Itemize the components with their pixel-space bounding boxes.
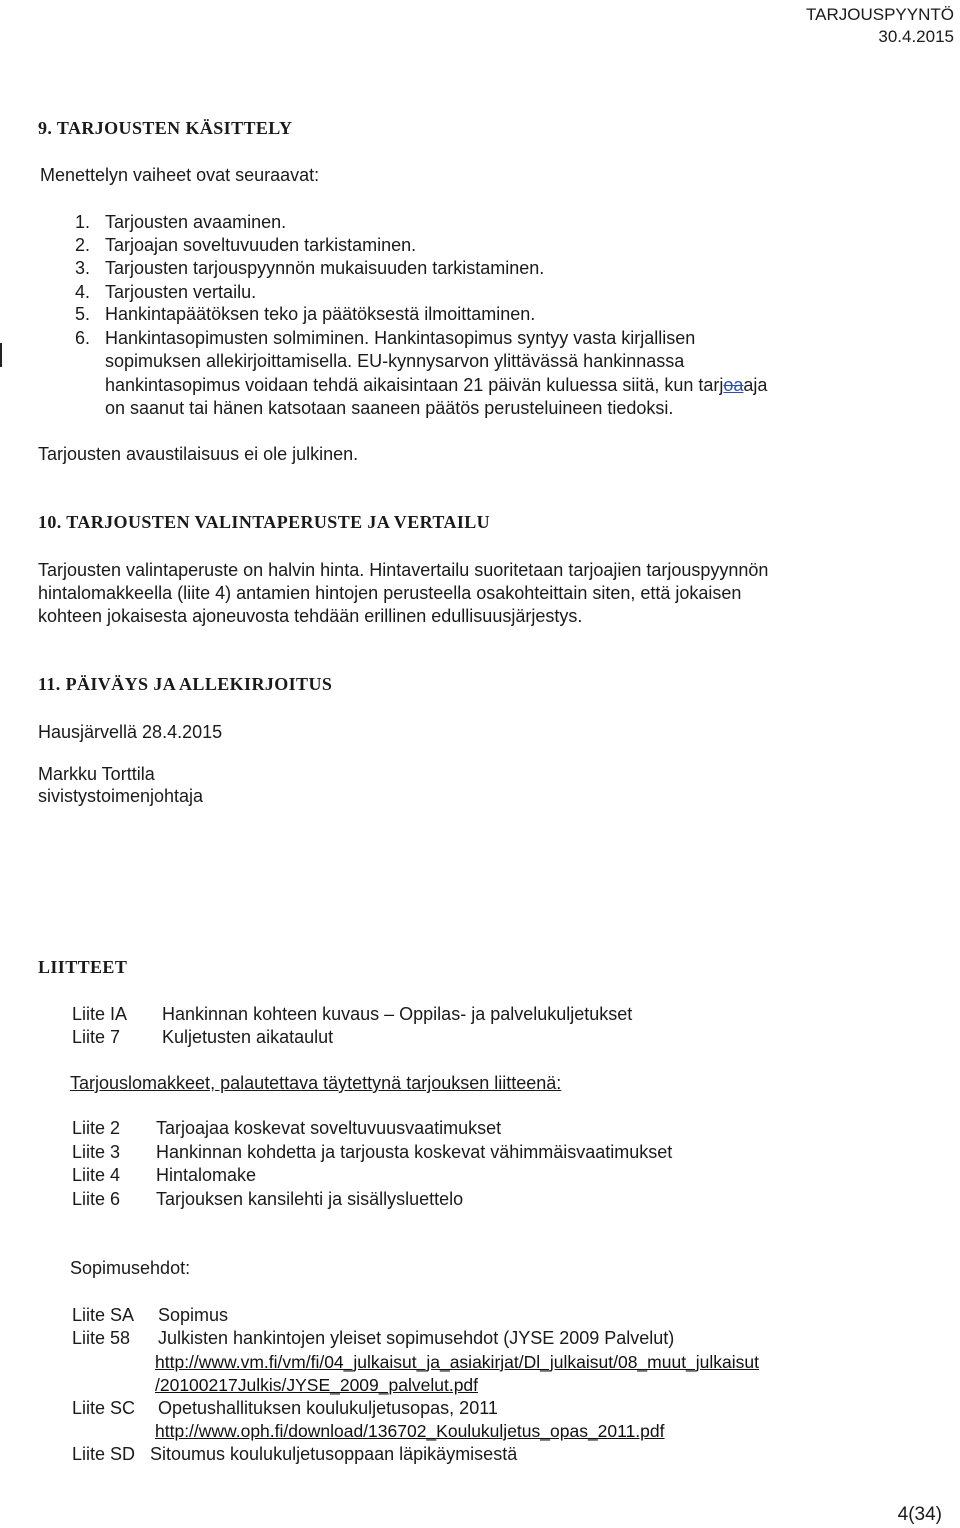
signer-title: sivistystoimenjohtaja — [38, 786, 204, 806]
attachment-text: Julkisten hankintojen yleiset sopimusehdot (JYSE 2009 Palvelut) — [158, 1328, 675, 1348]
list-item-text: Tarjoajan soveltuvuuden tarkistaminen. — [105, 235, 417, 255]
attachment-text: Tarjouksen kansilehti ja sisällysluettelo — [156, 1189, 464, 1209]
list-item-continuation: sopimuksen allekirjoittamisella. EU-kynnysarvon ylittävässä hankinnassa — [105, 351, 685, 371]
list-item-text: Tarjousten vertailu. — [105, 282, 257, 302]
attachment-code: Liite 58 — [72, 1328, 131, 1348]
attachment-code: Liite SD — [72, 1444, 136, 1464]
attachment-item — [72, 1187, 463, 1211]
attachment-item — [72, 1326, 674, 1350]
paragraph-line: kohteen jokaisesta ajoneuvosta tehdään erillinen edullisuusjärjestys. — [38, 606, 583, 626]
attachment-text: Opetushallituksen koulukuljetusopas, 2011 — [158, 1398, 498, 1418]
change-bar — [0, 343, 2, 367]
attachment-item — [72, 1303, 228, 1327]
attachment-item — [72, 1002, 632, 1026]
jyse-link[interactable]: http://www.vm.fi/vm/fi/04_julkaisut_ja_asiakirjat/Dl_julkaisut/08_muut_julkaisut — [155, 1352, 760, 1372]
list-item-text: Tarjousten tarjouspyynnön mukaisuuden tarkistaminen. — [105, 258, 545, 278]
list-item-number: 4. — [75, 282, 91, 302]
attachment-code: Liite 7 — [72, 1027, 121, 1047]
section-10-title: 10. TARJOUSTEN VALINTAPERUSTE JA VERTAILU — [38, 512, 491, 532]
list-item-continuation: on saanut tai hänen katsotaan saaneen päätös perusteluineen tiedoksi. — [105, 398, 674, 418]
attachment-item — [72, 1116, 501, 1140]
list-item — [75, 210, 286, 234]
oph-link[interactable]: http://www.oph.fi/download/136702_Koulukuljetus_opas_2011.pdf — [155, 1421, 665, 1441]
document-type: TARJOUSPYYNTÖ — [806, 5, 954, 24]
paragraph-line: hintalomakkeella (liite 4) antamien hintojen perusteella osakohteittain siten, että jokaisen — [38, 583, 742, 603]
list-item-number: 3. — [75, 258, 91, 278]
list-item-text: Hankintasopimusten solmiminen. Hankintasopimus syntyy vasta kirjallisen — [105, 328, 696, 348]
attachment-code: Liite 2 — [72, 1118, 121, 1138]
attachment-item — [72, 1163, 256, 1187]
list-item-text: Hankintapäätöksen teko ja päätöksestä ilmoittaminen. — [105, 304, 536, 324]
page-number: 4(34) — [897, 1504, 942, 1525]
attachment-text: Hintalomake — [156, 1165, 257, 1185]
list-item — [75, 280, 256, 304]
attachment-item — [72, 1140, 672, 1164]
attachment-item — [72, 1025, 333, 1049]
list-item-text: Tarjousten avaaminen. — [105, 212, 287, 232]
list-item — [75, 256, 544, 280]
attachment-code: Liite 3 — [72, 1142, 121, 1162]
document-date: 30.4.2015 — [878, 27, 954, 46]
list-item — [75, 233, 416, 257]
attachment-item — [72, 1442, 517, 1466]
list-item — [75, 326, 695, 350]
attachment-text: Tarjoajaa koskevat soveltuvuusvaatimukset — [156, 1118, 502, 1138]
contract-heading: Sopimusehdot: — [70, 1258, 191, 1278]
place-date: Hausjärvellä 28.4.2015 — [38, 722, 223, 742]
list-item-number: 6. — [75, 328, 91, 348]
section-9-title: 9. TARJOUSTEN KÄSITTELY — [38, 118, 293, 138]
forms-heading: Tarjouslomakkeet, palautettava täytettynä tarjouksen liitteenä: — [70, 1073, 562, 1093]
section-11-title: 11. PÄIVÄYS JA ALLEKIRJOITUS — [38, 674, 333, 694]
list-item-number: 5. — [75, 304, 91, 324]
section-9-intro: Menettelyn vaiheet ovat seuraavat: — [40, 165, 320, 185]
attachment-code: Liite IA — [72, 1004, 128, 1024]
attachment-text: Kuljetusten aikataulut — [162, 1027, 334, 1047]
signer-name: Markku Torttila — [38, 764, 155, 784]
attachment-code: Liite SC — [72, 1398, 136, 1418]
section-9-note: Tarjousten avaustilaisuus ei ole julkinen. — [38, 444, 359, 464]
attachments-title: LIITTEET — [38, 957, 128, 977]
list-item-number: 1. — [75, 212, 91, 232]
attachment-text: Hankinnan kohdetta ja tarjousta koskevat vähimmäisvaatimukset — [156, 1142, 673, 1162]
list-item-number: 2. — [75, 235, 91, 255]
list-item-continuation: hankintasopimus voidaan tehdä aikaisintaan 21 päivän kuluessa siitä, kun tarjoaaja — [105, 375, 768, 395]
jyse-link-cont[interactable]: /20100217Julkis/JYSE_2009_palvelut.pdf — [155, 1375, 479, 1395]
attachment-text: Sopimus — [158, 1305, 229, 1325]
attachment-code: Liite 4 — [72, 1165, 121, 1185]
attachment-text: Hankinnan kohteen kuvaus – Oppilas- ja palvelukuljetukset — [162, 1004, 633, 1024]
list-item — [75, 302, 535, 326]
paragraph-line: Tarjousten valintaperuste on halvin hinta. Hintavertailu suoritetaan tarjoajien tarjouspyynnön — [38, 560, 769, 580]
attachment-text: Sitoumus koulukuljetusoppaan läpikäymisestä — [150, 1444, 518, 1464]
attachment-item — [72, 1396, 498, 1420]
attachment-code: Liite SA — [72, 1305, 135, 1325]
tracked-change: oa — [723, 375, 744, 395]
attachment-code: Liite 6 — [72, 1189, 121, 1209]
